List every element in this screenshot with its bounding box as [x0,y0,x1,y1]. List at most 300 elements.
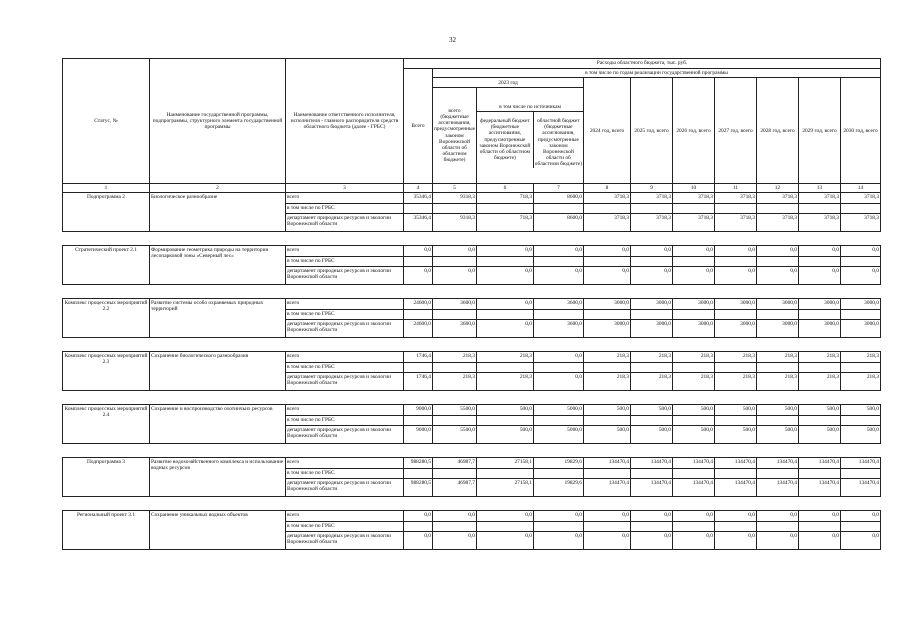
value-cell: 3718,3 [799,214,841,232]
empty-cell [433,522,477,532]
value-cell: 218,3 [799,373,841,391]
value-cell: 0,0 [715,246,757,257]
header-sources [477,88,584,184]
empty-cell [715,204,757,214]
value-cell: 134470,4 [799,479,841,497]
header-total: Всего [404,69,433,184]
empty-cell [757,204,799,214]
empty-cell [631,257,673,267]
empty-cell [799,204,841,214]
column-number: 13 [799,184,841,193]
empty-cell [631,310,673,320]
empty-cell [433,363,477,373]
value-cell: 0,0 [841,511,881,522]
header-budget-expenses: Расходы областного бюджета, тыс. руб. [404,59,881,69]
value-cell: 5000,0 [534,405,584,416]
row-spacer [63,444,881,458]
value-cell: 500,0 [584,405,631,416]
value-cell: 0,0 [534,267,584,285]
empty-cell [631,204,673,214]
value-cell: 0,0 [757,532,799,550]
value-cell: 3000,0 [631,320,673,338]
header-2028: 2028 год, всего [757,78,799,184]
row-label-total: всего [286,246,404,257]
value-cell: 0,0 [584,267,631,285]
value-cell: 218,3 [757,352,799,363]
column-number: 10 [673,184,715,193]
value-cell: 0,0 [673,532,715,550]
empty-cell [631,416,673,426]
column-number: 2 [150,184,286,193]
empty-cell [631,363,673,373]
value-cell: 218,3 [799,352,841,363]
column-number: 4 [404,184,433,193]
empty-cell [404,522,433,532]
column-number: 6 [477,184,534,193]
empty-cell [477,310,534,320]
empty-cell [799,257,841,267]
value-cell: 0,0 [584,532,631,550]
empty-cell [757,363,799,373]
value-cell: 3718,3 [631,193,673,204]
value-cell: 0,0 [799,532,841,550]
value-cell: 0,0 [799,267,841,285]
value-cell: 0,0 [433,246,477,257]
empty-cell [404,416,433,426]
row-label-department: департамент природных ресурсов и экологии Воронежской области [286,320,404,338]
value-cell: 3718,3 [715,193,757,204]
value-cell: 0,0 [715,511,757,522]
empty-cell [673,310,715,320]
value-cell: 500,0 [715,405,757,416]
value-cell: 3000,0 [673,299,715,310]
value-cell: 134470,4 [757,479,799,497]
value-cell: 8600,0 [534,193,584,204]
value-cell: 134470,4 [631,479,673,497]
header-by-years: в том числе по годам реализации государственной программы [433,69,881,78]
empty-cell [631,522,673,532]
row-status: Комплекс процессных мероприятий 2.3 [63,352,150,391]
empty-cell [757,257,799,267]
value-cell: 0,0 [715,267,757,285]
header-federal: федеральный бюджет (бюджетные ассигнования, предусмотренные законом Воронежской области об областном бюджете) [477,112,534,167]
value-cell: 988280,5 [404,458,433,469]
value-cell: 0,0 [631,511,673,522]
value-cell: 0,0 [433,532,477,550]
value-cell: 3000,0 [757,320,799,338]
row-label-total: всего [286,458,404,469]
row-label-total: всего [286,299,404,310]
value-cell: 3000,0 [673,320,715,338]
value-cell: 218,3 [841,373,881,391]
value-cell: 1746,4 [404,352,433,363]
empty-cell [584,257,631,267]
empty-cell [584,416,631,426]
empty-cell [757,469,799,479]
row-label-including: в том числе по ГРБС [286,363,404,373]
empty-cell [534,310,584,320]
value-cell: 3600,0 [433,299,477,310]
value-cell: 0,0 [757,246,799,257]
value-cell: 0,0 [673,267,715,285]
spacer-cell [63,338,881,352]
row-label-department: департамент природных ресурсов и экологии Воронежской области [286,267,404,285]
value-cell: 500,0 [584,426,631,444]
value-cell: 0,0 [477,532,534,550]
value-cell: 0,0 [757,267,799,285]
value-cell: 0,0 [534,511,584,522]
value-cell: 19829,6 [534,458,584,469]
value-cell: 0,0 [477,320,534,338]
value-cell: 718,3 [477,214,534,232]
value-cell: 46987,7 [433,458,477,469]
value-cell: 3000,0 [715,299,757,310]
value-cell: 3718,3 [673,214,715,232]
value-cell: 500,0 [757,405,799,416]
empty-cell [584,522,631,532]
value-cell: 19829,6 [534,479,584,497]
table-header [63,59,881,193]
value-cell: 218,3 [433,373,477,391]
empty-cell [477,469,534,479]
column-numbers-row [63,184,881,193]
value-cell: 3000,0 [841,299,881,310]
value-cell: 0,0 [404,267,433,285]
value-cell: 9318,3 [433,214,477,232]
table-row [63,352,881,363]
value-cell: 218,3 [584,352,631,363]
empty-cell [404,363,433,373]
empty-cell [715,257,757,267]
row-label-including: в том числе по ГРБС [286,310,404,320]
table-row [63,193,881,204]
empty-cell [534,416,584,426]
spacer-cell [63,232,881,246]
value-cell: 24600,0 [404,320,433,338]
row-spacer [63,391,881,405]
value-cell: 3718,3 [584,193,631,204]
value-cell: 3000,0 [841,320,881,338]
row-spacer [63,338,881,352]
empty-cell [799,363,841,373]
value-cell: 3718,3 [673,193,715,204]
row-program-name: Формирование геометрика природы на территории лесопарковой зоны «Северный лес» [150,246,286,285]
value-cell: 0,0 [534,373,584,391]
value-cell: 3718,3 [631,214,673,232]
empty-cell [841,310,881,320]
value-cell: 3000,0 [799,299,841,310]
value-cell: 218,3 [715,373,757,391]
empty-cell [799,469,841,479]
empty-cell [799,310,841,320]
value-cell: 134470,4 [841,479,881,497]
column-number: 5 [433,184,477,193]
empty-cell [673,469,715,479]
value-cell: 9000,0 [404,426,433,444]
column-number: 1 [63,184,150,193]
value-cell: 0,0 [584,246,631,257]
value-cell: 0,0 [673,511,715,522]
value-cell: 218,3 [477,373,534,391]
empty-cell [433,469,477,479]
value-cell: 134470,4 [841,458,881,469]
header-2026: 2026 год, всего [673,78,715,184]
table-row [63,511,881,522]
value-cell: 0,0 [631,267,673,285]
value-cell: 3718,3 [757,193,799,204]
value-cell: 500,0 [477,426,534,444]
value-cell: 500,0 [715,426,757,444]
value-cell: 500,0 [631,405,673,416]
value-cell: 0,0 [715,532,757,550]
value-cell: 5500,0 [433,426,477,444]
page-number: 32 [449,36,456,44]
value-cell: 0,0 [631,532,673,550]
row-label-including: в том числе по ГРБС [286,257,404,267]
value-cell: 134470,4 [584,479,631,497]
value-cell: 3718,3 [584,214,631,232]
value-cell: 500,0 [799,405,841,416]
row-label-including: в том числе по ГРБС [286,522,404,532]
value-cell: 0,0 [799,246,841,257]
value-cell: 500,0 [673,405,715,416]
value-cell: 0,0 [404,532,433,550]
value-cell: 0,0 [799,511,841,522]
value-cell: 3718,3 [799,193,841,204]
empty-cell [673,204,715,214]
value-cell: 0,0 [477,267,534,285]
value-cell: 9318,3 [433,193,477,204]
value-cell: 3718,3 [757,214,799,232]
value-cell: 0,0 [404,246,433,257]
value-cell: 218,3 [584,373,631,391]
value-cell: 0,0 [841,532,881,550]
row-label-department: департамент природных ресурсов и экологии Воронежской области [286,214,404,232]
value-cell: 134470,4 [757,458,799,469]
value-cell: 3000,0 [799,320,841,338]
budget-table [62,58,881,550]
value-cell: 3600,0 [433,320,477,338]
empty-cell [841,416,881,426]
value-cell: 500,0 [799,426,841,444]
row-program-name: Сохранение уникальных водных объектов [150,511,286,550]
value-cell: 3600,0 [534,299,584,310]
empty-cell [404,469,433,479]
value-cell: 0,0 [631,246,673,257]
column-number: 12 [757,184,799,193]
value-cell: 3000,0 [631,299,673,310]
empty-cell [673,416,715,426]
value-cell: 0,0 [534,532,584,550]
table-row [63,299,881,310]
value-cell: 3000,0 [757,299,799,310]
value-cell: 218,3 [841,352,881,363]
table-row [63,405,881,416]
header-status: Статус, № [63,59,150,184]
value-cell: 0,0 [841,246,881,257]
header-regional: областной бюджет (бюджетные ассигнования, предусмотренные законом Воронежской области об областном бюджете) [534,118,582,167]
empty-cell [841,522,881,532]
row-status: Подпрограмма 2 [63,193,150,232]
value-cell: 0,0 [534,352,584,363]
row-label-total: всего [286,193,404,204]
row-label-department: департамент природных ресурсов и экологии Воронежской области [286,426,404,444]
empty-cell [584,363,631,373]
row-program-name: Сохранение биологического разнообразия [150,352,286,391]
row-status: Подпрограмма 3 [63,458,150,497]
column-number: 9 [631,184,673,193]
value-cell: 218,3 [433,352,477,363]
empty-cell [433,257,477,267]
empty-cell [757,416,799,426]
empty-cell [534,363,584,373]
value-cell: 218,3 [757,373,799,391]
empty-cell [477,204,534,214]
value-cell: 3718,3 [841,214,881,232]
value-cell: 218,3 [715,352,757,363]
empty-cell [715,310,757,320]
row-program-name: Биологическое разнообразие [150,193,286,232]
empty-cell [584,204,631,214]
header-year-2023: 2023 год [433,78,584,88]
empty-cell [477,363,534,373]
row-label-including: в том числе по ГРБС [286,469,404,479]
value-cell: 5500,0 [433,405,477,416]
empty-cell [673,363,715,373]
empty-cell [799,416,841,426]
empty-cell [757,310,799,320]
empty-cell [841,363,881,373]
value-cell: 500,0 [841,426,881,444]
header-2027: 2027 год, всего [715,78,757,184]
empty-cell [534,204,584,214]
row-label-total: всего [286,511,404,522]
empty-cell [584,310,631,320]
value-cell: 3718,3 [715,214,757,232]
row-status: Региональный проект 3.1 [63,511,150,550]
value-cell: 35346,4 [404,214,433,232]
empty-cell [841,257,881,267]
empty-cell [841,204,881,214]
value-cell: 500,0 [477,405,534,416]
value-cell: 0,0 [477,246,534,257]
column-number: 7 [534,184,584,193]
value-cell: 35346,4 [404,193,433,204]
value-cell: 3600,0 [534,320,584,338]
value-cell: 500,0 [673,426,715,444]
row-label-including: в том числе по ГРБС [286,204,404,214]
empty-cell [673,522,715,532]
value-cell: 27158,1 [477,458,534,469]
empty-cell [404,204,433,214]
spacer-cell [63,444,881,458]
value-cell: 134470,4 [715,458,757,469]
table-row [63,246,881,257]
empty-cell [433,416,477,426]
value-cell: 0,0 [841,267,881,285]
value-cell: 500,0 [631,426,673,444]
row-status: Комплекс процессных мероприятий 2.2 [63,299,150,338]
value-cell: 0,0 [433,267,477,285]
row-label-department: департамент природных ресурсов и экологии Воронежской области [286,532,404,550]
row-label-total: всего [286,352,404,363]
value-cell: 8600,0 [534,214,584,232]
empty-cell [841,469,881,479]
value-cell: 3000,0 [584,299,631,310]
value-cell: 134470,4 [584,458,631,469]
value-cell: 24600,0 [404,299,433,310]
empty-cell [799,522,841,532]
table-body [63,193,881,550]
empty-cell [715,522,757,532]
empty-cell [673,257,715,267]
row-program-name: Развитие водохозяйственного комплекса и использование водных ресурсов [150,458,286,497]
value-cell: 218,3 [631,373,673,391]
value-cell: 0,0 [477,299,534,310]
spacer-cell [63,391,881,405]
value-cell: 0,0 [584,511,631,522]
value-cell: 0,0 [673,246,715,257]
row-spacer [63,232,881,246]
header-2025: 2025 год, всего [631,78,673,184]
value-cell: 218,3 [631,352,673,363]
row-label-including: в том числе по ГРБС [286,416,404,426]
value-cell: 46987,7 [433,479,477,497]
value-cell: 218,3 [673,373,715,391]
value-cell: 134470,4 [799,458,841,469]
empty-cell [404,257,433,267]
empty-cell [477,416,534,426]
empty-cell [477,522,534,532]
column-number: 14 [841,184,881,193]
value-cell: 0,0 [404,511,433,522]
empty-cell [477,257,534,267]
value-cell: 500,0 [841,405,881,416]
empty-cell [715,416,757,426]
value-cell: 218,3 [477,352,534,363]
header-2030: 2030 год, всего [841,78,881,184]
empty-cell [534,469,584,479]
empty-cell [433,204,477,214]
value-cell: 0,0 [534,246,584,257]
value-cell: 9000,0 [404,405,433,416]
header-2024: 2024 год, всего [584,78,631,184]
value-cell: 0,0 [757,511,799,522]
header-by-sources: в том числе по источникам [477,103,583,112]
empty-cell [404,310,433,320]
header-program-name: Наименование государственной программы, подпрограммы, структурного элемента государственной программы [150,59,286,184]
value-cell: 5000,0 [534,426,584,444]
column-number: 8 [584,184,631,193]
row-label-total: всего [286,405,404,416]
row-spacer [63,497,881,511]
row-status: Стратегический проект 2.1 [63,246,150,285]
value-cell: 3000,0 [715,320,757,338]
row-status: Комплекс процессных мероприятий 2.4 [63,405,150,444]
column-number: 3 [286,184,404,193]
row-spacer [63,285,881,299]
header-2023-total: всего (бюджетные ассигнования, предусмотренные законом Воронежской области об областном бюджете) [433,88,477,184]
value-cell: 218,3 [673,352,715,363]
empty-cell [584,469,631,479]
header-executor: Наименование ответственного исполнителя, исполнителя - главного распорядителя средств областного бюджета (далее - ГРБС) [286,59,404,184]
header-2029: 2029 год, всего [799,78,841,184]
empty-cell [631,469,673,479]
value-cell: 3000,0 [584,320,631,338]
value-cell: 134470,4 [673,458,715,469]
spacer-cell [63,497,881,511]
empty-cell [433,310,477,320]
